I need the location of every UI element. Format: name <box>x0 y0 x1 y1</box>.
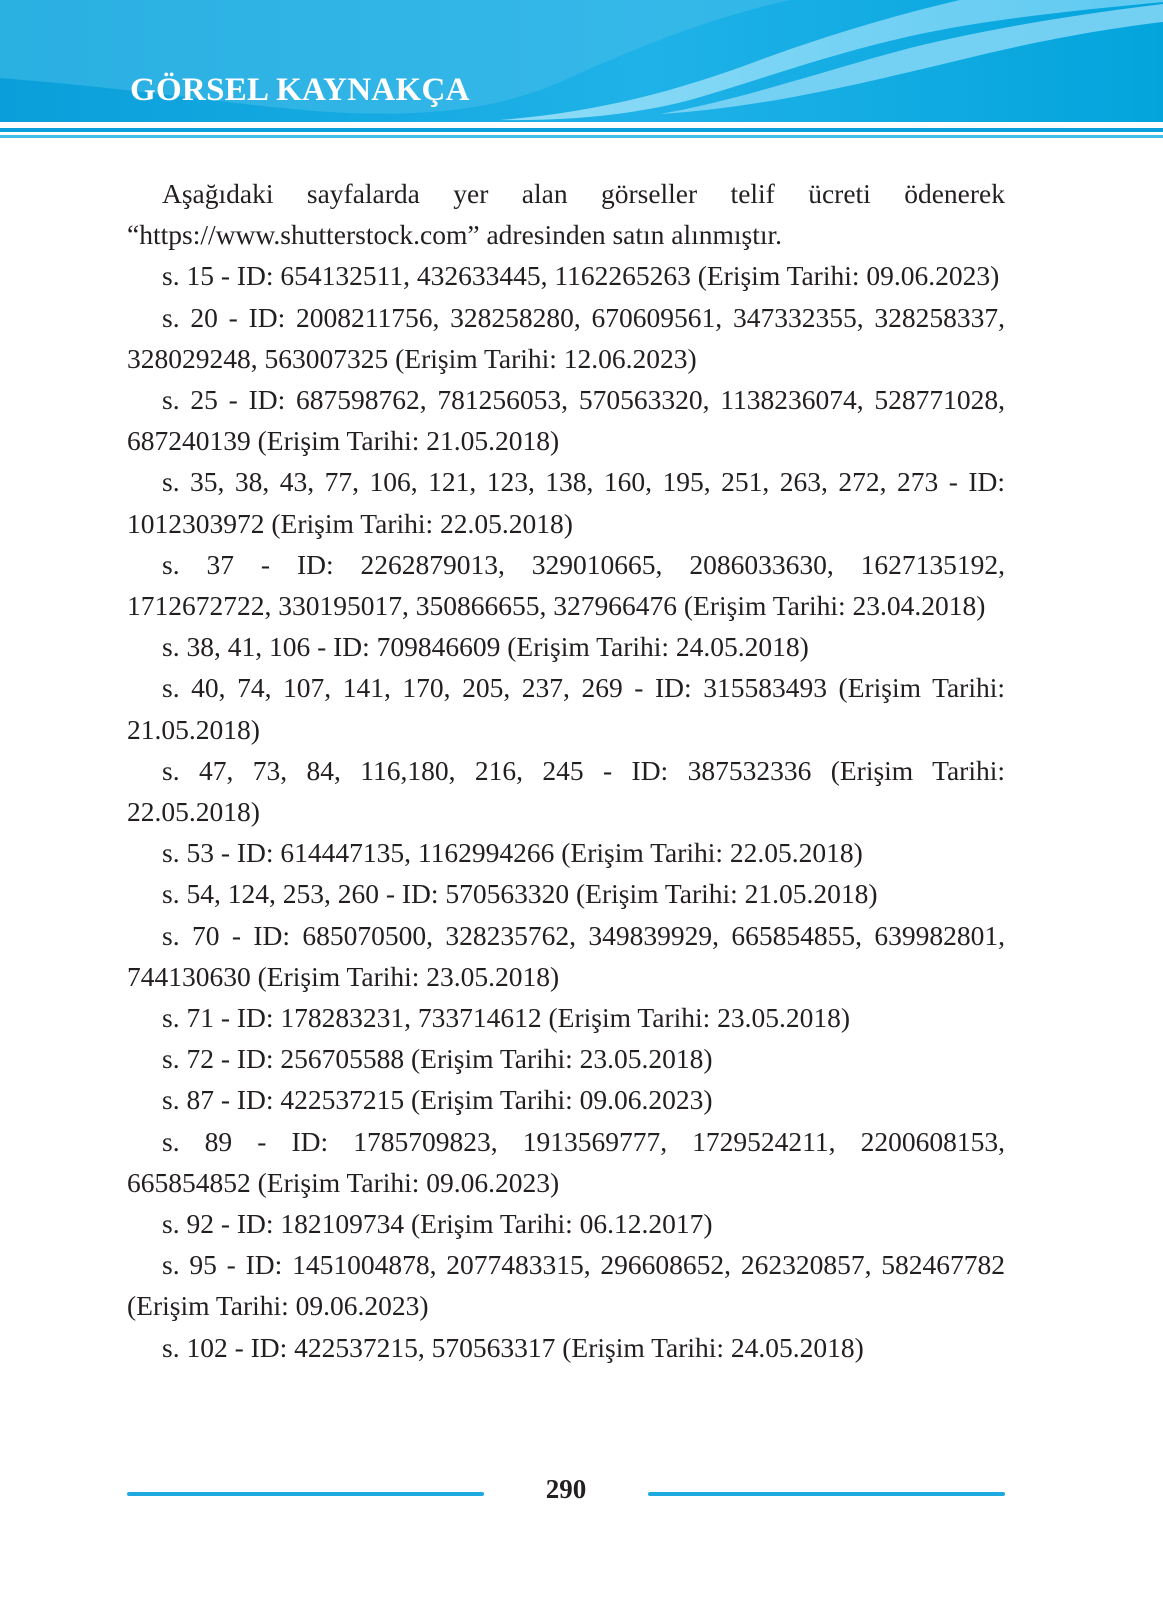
intro-paragraph: Aşağıdaki sayfalarda yer alan görseller telif ücreti ödenerek “https://www.shutterstock.com” adresinden satın alınmıştır. <box>127 178 1005 251</box>
page-title: GÖRSEL KAYNAKÇA <box>130 72 470 108</box>
reference-entry: s. 71 - ID: 178283231, 733714612 (Erişim Tarihi: 23.05.2018) <box>162 1002 851 1034</box>
reference-entry: s. 92 - ID: 182109734 (Erişim Tarihi: 06.12.2017) <box>162 1208 713 1240</box>
reference-entry: s. 25 - ID: 687598762, 781256053, 570563320, 1138236074, 528771028, 687240139 (Erişim Tarihi: 21.05.2018) <box>127 384 1005 457</box>
reference-entry: s. 87 - ID: 422537215 (Erişim Tarihi: 09.06.2023) <box>162 1084 713 1116</box>
reference-entry: s. 15 - ID: 654132511, 432633445, 1162265263 (Erişim Tarihi: 09.06.2023) <box>162 260 1000 292</box>
reference-entry: s. 40, 74, 107, 141, 170, 205, 237, 269 - ID: 315583493 (Erişim Tarihi: 21.05.2018) <box>127 672 1005 745</box>
content-body <box>127 173 1005 1368</box>
page-number: 290 <box>545 1474 587 1504</box>
reference-entry: s. 89 - ID: 1785709823, 1913569777, 1729524211, 2200608153, 665854852 (Erişim Tarihi: 09.06.2023) <box>127 1125 1005 1198</box>
reference-entry: s. 37 - ID: 2262879013, 329010665, 2086033630, 1627135192, 1712672722, 330195017, 350866655, 327966476 (Erişim Tarihi: 23.04.2018) <box>127 548 1005 622</box>
reference-entry: s. 47, 73, 84, 116,180, 216, 245 - ID: 387532336 (Erişim Tarihi: 22.05.2018) <box>127 754 1005 828</box>
reference-entry: s. 54, 124, 253, 260 - ID: 570563320 (Erişim Tarihi: 21.05.2018) <box>162 878 878 910</box>
reference-entry: s. 53 - ID: 614447135, 1162994266 (Erişim Tarihi: 22.05.2018) <box>162 837 863 869</box>
reference-entry: s. 20 - ID: 2008211756, 328258280, 670609561, 347332355, 328258337, 328029248, 563007325 (Erişim Tarihi: 12.06.2023) <box>127 301 1005 374</box>
reference-entry: s. 38, 41, 106 - ID: 709846609 (Erişim Tarihi: 24.05.2018) <box>162 631 809 663</box>
reference-entry: s. 70 - ID: 685070500, 328235762, 349839929, 665854855, 639982801, 744130630 (Erişim Tarihi: 23.05.2018) <box>127 919 1005 992</box>
reference-entry: s. 95 - ID: 1451004878, 2077483315, 296608652, 262320857, 582467782 (Erişim Tarihi: 09.06.2023) <box>127 1249 1005 1322</box>
footer-rule-left <box>127 1492 484 1496</box>
header-banner <box>0 0 1163 150</box>
reference-entry: s. 72 - ID: 256705588 (Erişim Tarihi: 23.05.2018) <box>162 1043 713 1075</box>
footer-rule-right <box>648 1492 1005 1496</box>
reference-entry: s. 35, 38, 43, 77, 106, 121, 123, 138, 160, 195, 251, 263, 272, 273 - ID: 1012303972 (Erişim Tarihi: 22.05.2018) <box>127 466 1005 539</box>
reference-entry: s. 102 - ID: 422537215, 570563317 (Erişim Tarihi: 24.05.2018) <box>162 1331 864 1363</box>
